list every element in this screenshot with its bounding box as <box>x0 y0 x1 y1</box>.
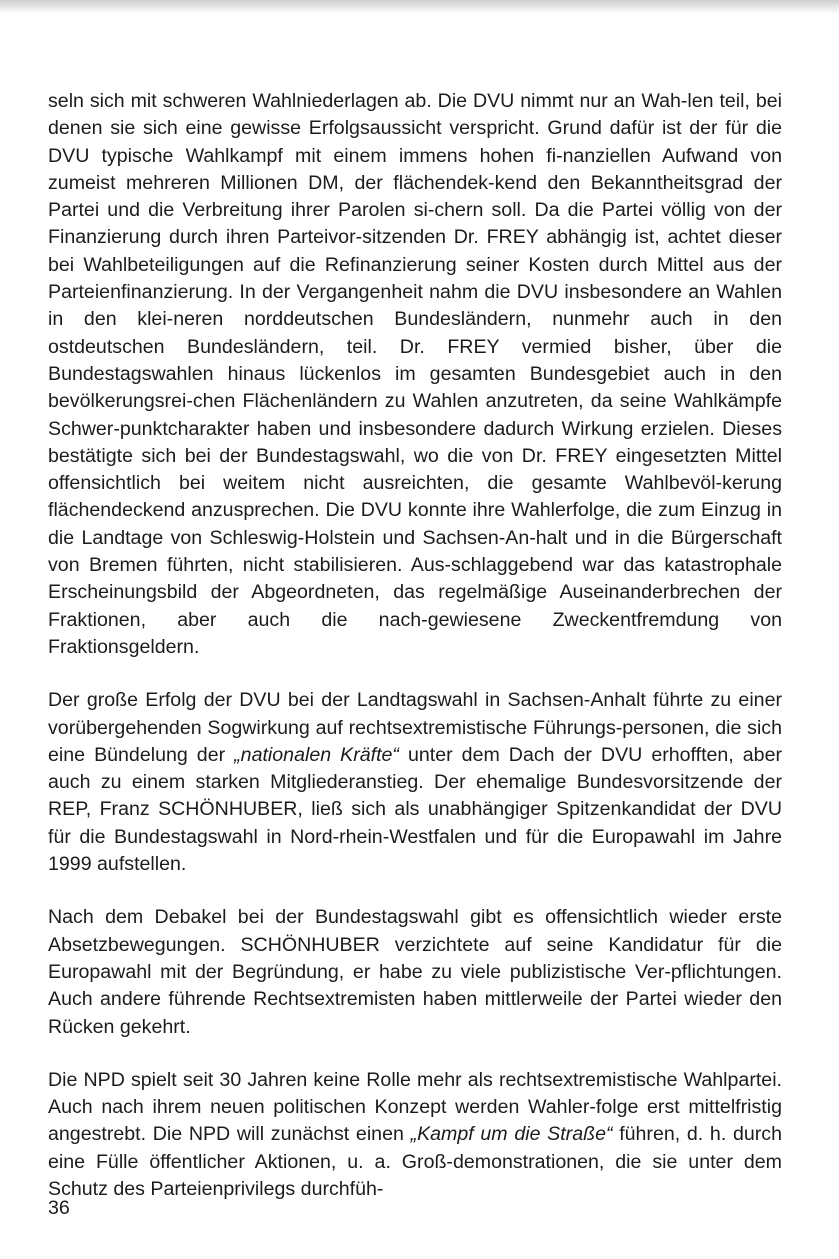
paragraph-text: führen, d. h. durch eine Fülle öffentlicher Aktionen, u. a. Groß-demonstrationen, die sie unter dem Schutz des Parteienprivilegs durchfüh- <box>48 1123 782 1200</box>
paragraph-text: unter dem Dach der DVU erhofften, aber auch zu einem starken Mitgliederanstieg. Der ehemalige Bundesvorsitzende der REP, Franz SCHÖNHUBER, ließ sich als unabhängiger Spitzenkandidat der DVU für die Bundestagswahl in Nord-rhein-Westfalen und für die Europawahl im Jahre 1999 aufstellen. <box>48 743 782 876</box>
paragraph-text: Nach dem Debakel bei der Bundestagswahl gibt es offensichtlich wieder erste Absetzbewegungen. SCHÖNHUBER verzichtete auf seine Kandidatur für die Europawahl mit der Begründung, er habe zu viele publizistische Ver-pflichtungen. Auch andere führende Rechtsextremisten haben mittlerweile der Partei wieder den Rücken gekehrt. <box>48 906 782 1038</box>
page-number: 36 <box>48 1197 70 1219</box>
scan-edge <box>0 0 839 14</box>
paragraph-text: Die NPD spielt seit 30 Jahren keine Rolle mehr als rechtsextremistische Wahlpartei. Auch nach ihrem neuen politischen Konzept werden Wahler-folge erst mittelfristig angestrebt. Die NPD will zunächst einen <box>48 1068 782 1146</box>
paragraph-text: Der große Erfolg der DVU bei der Landtagswahl in Sachsen-Anhalt führte zu einer vorübergehenden Sogwirkung auf rechtsextremistische Führungs-personen, die sich eine Bündelung der <box>48 689 782 766</box>
document-body <box>48 88 782 1203</box>
emphasized-quote: „nationalen Kräfte“ <box>234 743 399 766</box>
paragraph-npd <box>48 1067 782 1203</box>
paragraph-dvu-success <box>48 687 782 878</box>
paragraph-text: seln sich mit schweren Wahlniederlagen ab. Die DVU nimmt nur an Wah-len teil, bei denen sie sich eine gewisse Erfolgsaussicht verspricht. Grund dafür ist der für die DVU typische Wahlkampf mit einem immens hohen fi-nanziellen Aufwand von zumeist mehreren Millionen DM, der flächendek-kend den Bekanntheitsgrad der Partei und die Verbreitung ihrer Parolen si-chern soll. Da die Partei völlig von der Finanzierung durch ihren Parteivor-sitzenden Dr. FREY abhängig ist, achtet dieser bei Wahlbeteiligungen auf die Refinanzierung seiner Kosten durch Mittel aus der Parteienfinanzierung. In der Vergangenheit nahm die DVU insbesondere an Wahlen in den klei-neren norddeutschen Bundesländern, nunmehr auch in den ostdeutschen Bundesländern, teil. Dr. FREY vermied bisher, über die Bundestagswahlen hinaus lückenlos im gesamten Bundesgebiet auch in den bevölkerungsrei-chen Flächenländern zu Wahlen anzutreten, da seine Wahlkämpfe Schwer-punktcharakter haben und insbesondere dadurch Wirkung erzielen. Dieses bestätigte sich bei der Bundestagswahl, wo die von Dr. FREY eingesetzten Mittel offensichtlich bei weitem nicht ausreichten, die gesamte Wahlbevöl-kerung flächendeckend anzusprechen. Die DVU konnte ihre Wahlerfolge, die zum Einzug in die Landtage von Schleswig-Holstein und Sachsen-An-halt und in die Bürgerschaft von Bremen führten, nicht stabilisieren. Aus-schlaggebend war das katastrophale Erscheinungsbild der Abgeordneten, das regelmäßige Auseinanderbrechen der Fraktionen, aber auch die nach-gewiesene Zweckentfremdung von Fraktionsgeldern. <box>48 90 782 658</box>
paragraph-debakel <box>48 904 782 1040</box>
emphasized-quote: „Kampf um die Straße“ <box>410 1123 613 1146</box>
paragraph-dvu-elections <box>48 88 782 661</box>
